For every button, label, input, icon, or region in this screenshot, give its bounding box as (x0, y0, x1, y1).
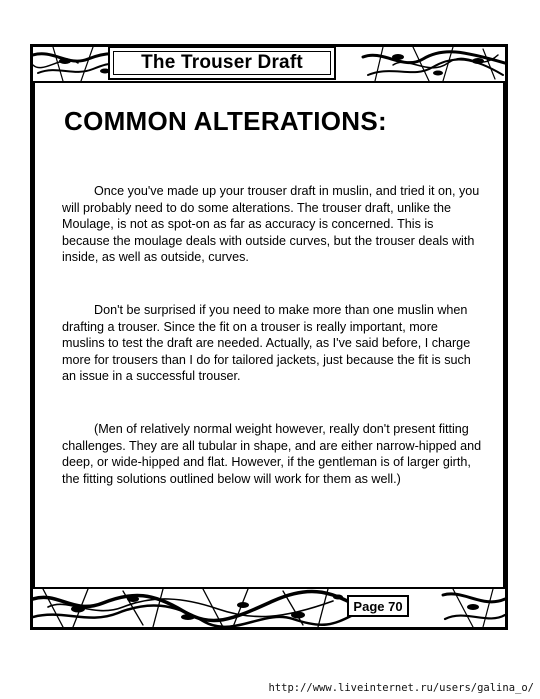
page-title: The Trouser Draft (141, 52, 303, 73)
title-box (108, 46, 336, 80)
source-url[interactable]: http://www.liveinternet.ru/users/galina_o/ (268, 682, 534, 694)
paragraph-3: (Men of relatively normal weight however, really don't present fitting challenges. They are all tubular in shape, and are either narrow-hipped and deep, or wide-hipped and flat. However, if the gentleman is of larger girth, the fitting solutions outlined below will work for them as well.) (62, 422, 482, 486)
paragraph-1: Once you've made up your trouser draft in muslin, and tried it on, you will probably need to do some alterations. The trouser draft, unlike the Moulage, is not as spot-on as far as accuracy is concerned. This is because the moulage deals with outside curves, but the trouser deals with inside, as well as outside, curves. (62, 184, 480, 264)
marble-border-bottom (33, 587, 505, 627)
page-number-box (347, 595, 409, 617)
paragraph-2: Don't be surprised if you need to make more than one muslin when drafting a trouser. Since the fit on a trouser is really important, more muslins to test the draft are needed. Actually, as I've said before, I charge more for trousers than I do for tailored jackets, just because the fit is such an issue in a successful trouser. (62, 303, 471, 383)
title-box-inner (113, 51, 331, 75)
section-heading: COMMON ALTERATIONS: (64, 106, 387, 136)
page-number: Page 70 (353, 598, 403, 614)
